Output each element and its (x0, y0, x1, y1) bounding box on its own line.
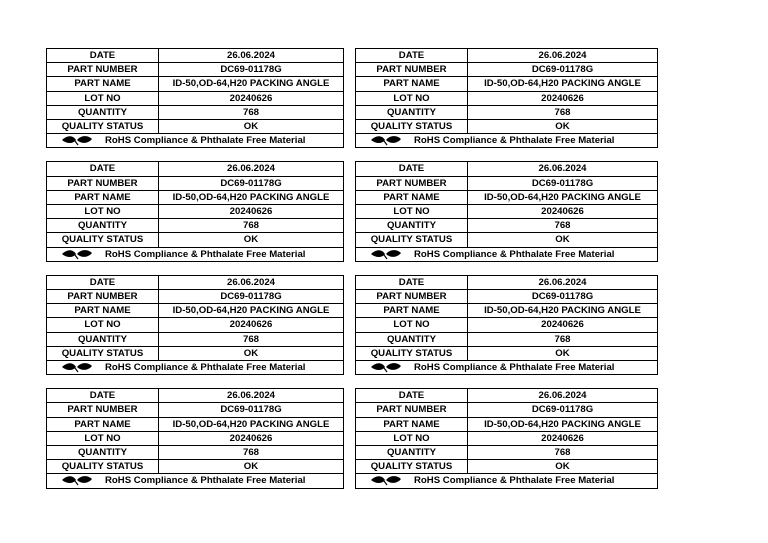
row-date (356, 162, 658, 176)
quantity-value: 768 (159, 446, 344, 460)
row-date (47, 162, 344, 176)
lot-no-key: LOT NO (356, 91, 468, 105)
row-lot-no (47, 205, 344, 219)
row-quality-status (356, 346, 658, 360)
row-footer (356, 361, 658, 375)
quality-status-value: OK (159, 460, 344, 474)
date-key: DATE (356, 49, 468, 63)
quantity-value: 768 (159, 332, 344, 346)
part-number-value: DC69-01178G (468, 176, 658, 190)
date-value: 26.06.2024 (159, 49, 344, 63)
row-part-number (47, 63, 344, 77)
leaf-icon (61, 249, 93, 260)
date-value: 26.06.2024 (468, 162, 658, 176)
quantity-key: QUANTITY (47, 219, 159, 233)
quantity-value: 768 (159, 219, 344, 233)
part-number-value: DC69-01178G (159, 63, 344, 77)
part-name-key: PART NAME (356, 190, 468, 204)
quality-status-key: QUALITY STATUS (356, 460, 468, 474)
row-part-name (47, 190, 344, 204)
row-quantity (356, 446, 658, 460)
quality-status-value: OK (468, 120, 658, 134)
part-name-value: ID-50,OD-64,H20 PACKING ANGLE (159, 77, 344, 91)
quality-status-value: OK (468, 460, 658, 474)
row-quality-status (356, 460, 658, 474)
row-quality-status (47, 460, 344, 474)
leaf-icon (370, 249, 402, 260)
product-label-2 (355, 48, 658, 148)
date-key: DATE (47, 275, 159, 289)
row-part-number (356, 63, 658, 77)
date-key: DATE (47, 389, 159, 403)
row-quantity (47, 219, 344, 233)
row-part-number (356, 403, 658, 417)
quantity-key: QUANTITY (356, 219, 468, 233)
quality-status-value: OK (159, 346, 344, 360)
lot-no-key: LOT NO (356, 431, 468, 445)
date-value: 26.06.2024 (159, 162, 344, 176)
row-lot-no (356, 318, 658, 332)
date-value: 26.06.2024 (468, 275, 658, 289)
row-quantity (356, 105, 658, 119)
product-label-1 (46, 48, 344, 148)
part-name-value: ID-50,OD-64,H20 PACKING ANGLE (468, 417, 658, 431)
part-name-key: PART NAME (47, 77, 159, 91)
date-key: DATE (356, 275, 468, 289)
date-key: DATE (47, 49, 159, 63)
quality-status-key: QUALITY STATUS (356, 233, 468, 247)
row-quantity (47, 446, 344, 460)
quantity-key: QUANTITY (356, 105, 468, 119)
row-date (356, 275, 658, 289)
part-name-value: ID-50,OD-64,H20 PACKING ANGLE (159, 190, 344, 204)
part-number-key: PART NUMBER (47, 290, 159, 304)
quantity-value: 768 (468, 219, 658, 233)
part-number-key: PART NUMBER (356, 290, 468, 304)
row-part-number (47, 403, 344, 417)
row-footer (47, 361, 344, 375)
row-part-name (47, 77, 344, 91)
part-number-key: PART NUMBER (356, 63, 468, 77)
row-part-name (47, 304, 344, 318)
footer-text: RoHS Compliance & Phthalate Free Material (414, 475, 615, 487)
quantity-key: QUANTITY (356, 332, 468, 346)
lot-no-key: LOT NO (47, 318, 159, 332)
rohs-footer (47, 474, 344, 488)
footer-text: RoHS Compliance & Phthalate Free Material (414, 362, 615, 374)
lot-no-key: LOT NO (356, 318, 468, 332)
lot-no-value: 20240626 (159, 318, 344, 332)
row-lot-no (356, 205, 658, 219)
product-label-3 (46, 161, 344, 261)
leaf-icon (370, 362, 402, 373)
part-number-key: PART NUMBER (47, 403, 159, 417)
part-number-value: DC69-01178G (468, 290, 658, 304)
part-number-key: PART NUMBER (356, 176, 468, 190)
row-quantity (356, 219, 658, 233)
rohs-footer (356, 134, 658, 148)
part-name-key: PART NAME (356, 77, 468, 91)
rohs-footer (47, 134, 344, 148)
rohs-footer (356, 247, 658, 261)
part-name-key: PART NAME (47, 190, 159, 204)
row-date (356, 49, 658, 63)
row-quality-status (356, 233, 658, 247)
rohs-footer (356, 474, 658, 488)
product-label-8 (355, 388, 658, 488)
row-lot-no (47, 431, 344, 445)
part-number-value: DC69-01178G (159, 403, 344, 417)
quality-status-key: QUALITY STATUS (47, 233, 159, 247)
part-name-key: PART NAME (356, 304, 468, 318)
part-name-value: ID-50,OD-64,H20 PACKING ANGLE (159, 304, 344, 318)
row-quality-status (47, 233, 344, 247)
row-lot-no (47, 91, 344, 105)
part-number-key: PART NUMBER (356, 403, 468, 417)
part-number-value: DC69-01178G (468, 63, 658, 77)
row-quality-status (47, 346, 344, 360)
quality-status-value: OK (159, 233, 344, 247)
row-part-name (356, 417, 658, 431)
product-label-5 (46, 275, 344, 375)
part-number-value: DC69-01178G (159, 290, 344, 304)
lot-no-key: LOT NO (47, 205, 159, 219)
quality-status-value: OK (468, 346, 658, 360)
part-name-key: PART NAME (356, 417, 468, 431)
rohs-footer (47, 247, 344, 261)
quality-status-key: QUALITY STATUS (47, 346, 159, 360)
footer-text: RoHS Compliance & Phthalate Free Material (105, 248, 306, 260)
lot-no-value: 20240626 (468, 91, 658, 105)
lot-no-key: LOT NO (356, 205, 468, 219)
date-key: DATE (356, 162, 468, 176)
part-name-key: PART NAME (47, 417, 159, 431)
quality-status-key: QUALITY STATUS (47, 460, 159, 474)
quantity-key: QUANTITY (47, 332, 159, 346)
part-name-value: ID-50,OD-64,H20 PACKING ANGLE (468, 304, 658, 318)
row-part-number (356, 290, 658, 304)
footer-text: RoHS Compliance & Phthalate Free Material (414, 135, 615, 147)
row-date (47, 49, 344, 63)
row-footer (47, 247, 344, 261)
row-footer (356, 247, 658, 261)
leaf-icon (61, 362, 93, 373)
row-part-name (356, 190, 658, 204)
quality-status-value: OK (468, 233, 658, 247)
lot-no-value: 20240626 (159, 91, 344, 105)
lot-no-value: 20240626 (468, 431, 658, 445)
footer-text: RoHS Compliance & Phthalate Free Material (105, 362, 306, 374)
product-label-4 (355, 161, 658, 261)
row-part-number (47, 290, 344, 304)
quality-status-key: QUALITY STATUS (47, 120, 159, 134)
leaf-icon (61, 135, 93, 146)
row-lot-no (356, 91, 658, 105)
product-label-7 (46, 388, 344, 488)
row-footer (356, 134, 658, 148)
part-name-value: ID-50,OD-64,H20 PACKING ANGLE (159, 417, 344, 431)
date-value: 26.06.2024 (468, 49, 658, 63)
row-part-name (47, 417, 344, 431)
leaf-icon (370, 135, 402, 146)
lot-no-value: 20240626 (159, 431, 344, 445)
part-name-value: ID-50,OD-64,H20 PACKING ANGLE (468, 77, 658, 91)
product-label-6 (355, 275, 658, 375)
part-number-value: DC69-01178G (159, 176, 344, 190)
row-part-number (356, 176, 658, 190)
row-quantity (356, 332, 658, 346)
part-name-key: PART NAME (47, 304, 159, 318)
row-footer (47, 474, 344, 488)
quality-status-key: QUALITY STATUS (356, 120, 468, 134)
date-value: 26.06.2024 (159, 275, 344, 289)
quantity-value: 768 (159, 105, 344, 119)
date-key: DATE (47, 162, 159, 176)
row-quantity (47, 105, 344, 119)
label-sheet (46, 48, 658, 489)
part-number-value: DC69-01178G (468, 403, 658, 417)
row-quantity (47, 332, 344, 346)
part-number-key: PART NUMBER (47, 63, 159, 77)
leaf-icon (370, 475, 402, 486)
date-key: DATE (356, 389, 468, 403)
row-footer (356, 474, 658, 488)
row-date (356, 389, 658, 403)
quantity-key: QUANTITY (47, 446, 159, 460)
row-date (47, 389, 344, 403)
row-footer (47, 134, 344, 148)
row-date (47, 275, 344, 289)
date-value: 26.06.2024 (468, 389, 658, 403)
row-lot-no (47, 318, 344, 332)
quantity-value: 768 (468, 105, 658, 119)
lot-no-value: 20240626 (159, 205, 344, 219)
quantity-key: QUANTITY (47, 105, 159, 119)
row-quality-status (356, 120, 658, 134)
lot-no-key: LOT NO (47, 91, 159, 105)
footer-text: RoHS Compliance & Phthalate Free Material (414, 248, 615, 260)
leaf-icon (61, 475, 93, 486)
part-number-key: PART NUMBER (47, 176, 159, 190)
lot-no-value: 20240626 (468, 318, 658, 332)
quantity-key: QUANTITY (356, 446, 468, 460)
row-part-name (356, 77, 658, 91)
lot-no-value: 20240626 (468, 205, 658, 219)
part-name-value: ID-50,OD-64,H20 PACKING ANGLE (468, 190, 658, 204)
quantity-value: 768 (468, 332, 658, 346)
row-part-number (47, 176, 344, 190)
quality-status-value: OK (159, 120, 344, 134)
row-part-name (356, 304, 658, 318)
footer-text: RoHS Compliance & Phthalate Free Material (105, 135, 306, 147)
row-quality-status (47, 120, 344, 134)
rohs-footer (356, 361, 658, 375)
lot-no-key: LOT NO (47, 431, 159, 445)
footer-text: RoHS Compliance & Phthalate Free Material (105, 475, 306, 487)
quantity-value: 768 (468, 446, 658, 460)
quality-status-key: QUALITY STATUS (356, 346, 468, 360)
date-value: 26.06.2024 (159, 389, 344, 403)
rohs-footer (47, 361, 344, 375)
row-lot-no (356, 431, 658, 445)
